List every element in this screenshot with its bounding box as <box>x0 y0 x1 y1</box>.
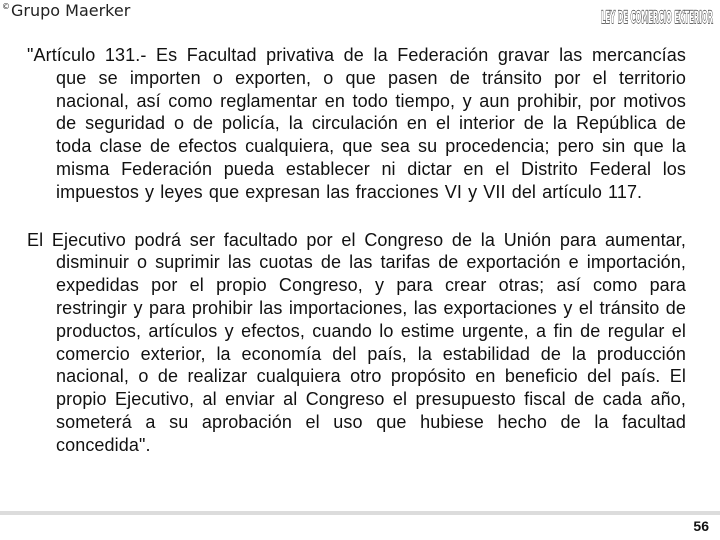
page-number: 56 <box>693 518 709 534</box>
footer-divider <box>0 511 720 515</box>
copyright-symbol: © <box>2 2 10 11</box>
law-title-logo <box>598 2 716 30</box>
article-body <box>27 44 686 457</box>
law-title-logo-text: LEY DE COMERCIO EXTERIOR <box>601 8 713 28</box>
executive-faculty-paragraph: El Ejecutivo podrá ser facultado por el Congreso de la Unión para aumentar, disminuir o suprimir las cuotas de las tarifas de exportación e importación, expedidas por el propio Congreso, y para crear otras; así como para restringir y para prohibir las importaciones, las exportaciones y el tránsito de productos, artículos y efectos, cuando lo estime urgente, a fin de regular el comercio exterior, la economía del país, la estabilidad de la producción nacional, o de realizar cualquiera otro propósito en beneficio del país. El propio Ejecutivo, al enviar al Congreso el presupuesto fiscal de cada año, someterá a su aprobación el uso que hubiese hecho de la facultad concedida". <box>27 229 686 455</box>
brand-header <box>2 1 130 20</box>
brand-name: Grupo Maerker <box>11 1 131 20</box>
article-131-paragraph: "Artículo 131.- Es Facultad privativa de la Federación gravar las mercancías que se importen o exporten, o que pasen de tránsito por el territorio nacional, así como reglamentar en todo tiempo, y aun prohibir, por motivos de seguridad o de policía, la circulación en el interior de la República de toda clase de efectos cualquiera, que sea su procedencia; pero sin que la misma Federación pueda establecer ni dictar en el Distrito Federal los impuestos y leyes que expresan las fracciones VI y VII del artículo 117. <box>27 45 686 202</box>
